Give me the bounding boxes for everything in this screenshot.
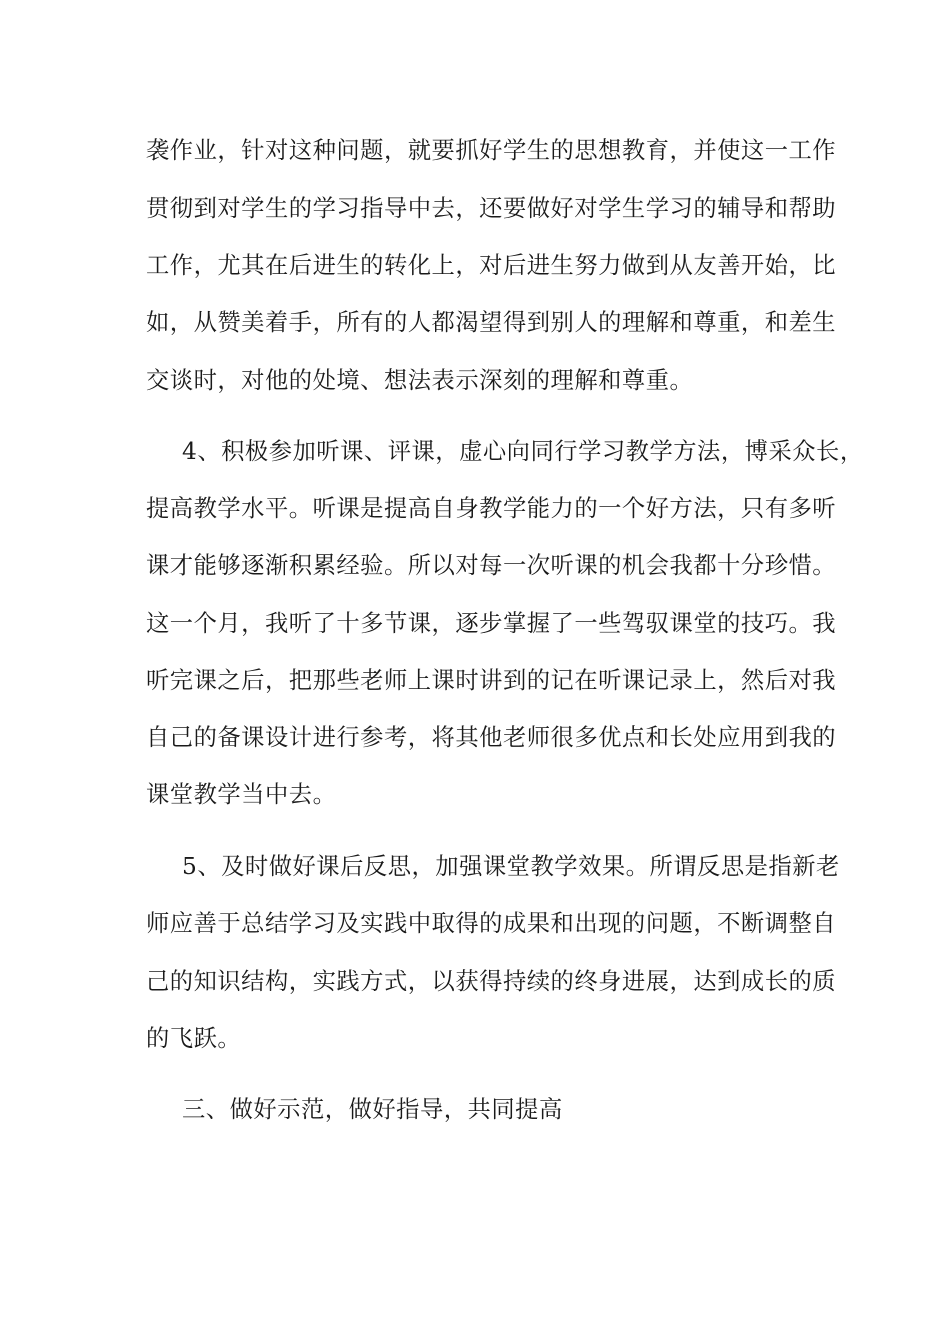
text-line: 的飞跃。 <box>146 1025 242 1052</box>
text-line: 工作，尤其在后进生的转化上，对后进生努力做到从友善开始，比 <box>146 252 837 279</box>
text-line: 如，从赞美着手，所有的人都渴望得到别人的理解和尊重，和差生 <box>146 309 837 336</box>
text-line: 提高教学水平。听课是提高自身教学能力的一个好方法，只有多听 <box>146 495 837 522</box>
text-line: 师应善于总结学习及实践中取得的成果和出现的问题，不断调整自 <box>146 910 837 937</box>
text-line: 听完课之后，把那些老师上课时讲到的记在听课记录上，然后对我 <box>146 667 837 694</box>
text-line: 贯彻到对学生的学习指导中去，还要做好对学生学习的辅导和帮助 <box>146 195 837 222</box>
section-heading: 三、做好示范，做好指导，共同提高 <box>182 1096 563 1123</box>
text-line: 己的知识结构，实践方式，以获得持续的终身进展，达到成长的质 <box>146 968 837 995</box>
text-line: 课才能够逐渐积累经验。所以对每一次听课的机会我都十分珍惜。 <box>146 552 837 579</box>
text-line: 课堂教学当中去。 <box>146 781 337 808</box>
text-line: 5、及时做好课后反思，加强课堂教学效果。所谓反思是指新老 <box>182 853 840 880</box>
text-line: 4、积极参加听课、评课，虚心向同行学习教学方法，博采众长， <box>182 438 864 465</box>
text-line: 自己的备课设计进行参考，将其他老师很多优点和长处应用到我的 <box>146 724 837 751</box>
text-line: 交谈时，对他的处境、想法表示深刻的理解和尊重。 <box>146 367 694 394</box>
text-line: 袭作业，针对这种问题，就要抓好学生的思想教育，并使这一工作 <box>146 137 837 164</box>
text-line: 这一个月，我听了十多节课，逐步掌握了一些驾驭课堂的技巧。我 <box>146 610 837 637</box>
